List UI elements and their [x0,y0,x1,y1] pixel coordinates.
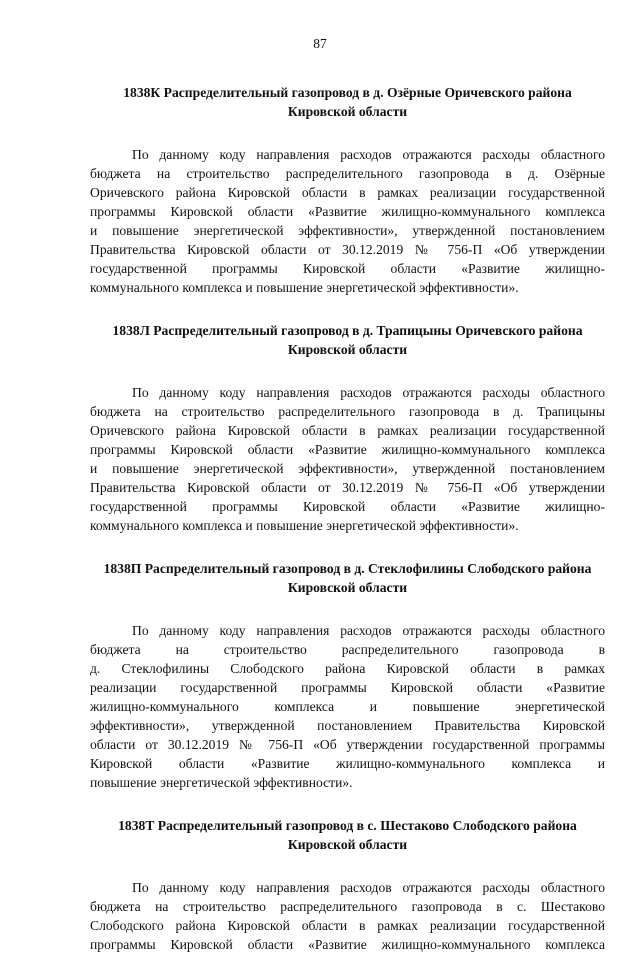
paragraph-line: Слободского района Кировской области в рамках реализации государственной [90,918,605,933]
heading-line: Кировской области [287,342,408,357]
section-heading [90,559,605,597]
paragraph-line: бюджета на строительство распределительного газопровода в с. Шестаково [90,899,605,914]
section-heading [90,83,605,121]
paragraph-line: коммунального комплекса и повышение энергетической эффективности». [90,518,519,533]
section-1838l [90,321,605,535]
section-1838p [90,559,605,792]
paragraph-line: государственной программы Кировской области «Развитие жилищно- [90,499,605,514]
paragraph-line: Правительства Кировской области от 30.12.2019 № 756-П «Об утверждении [90,480,605,495]
section-1838t [90,816,605,954]
paragraph-line: повышение энергетической эффективности». [90,775,353,790]
heading-line: 1838П Распределительный газопровод в д. Стеклофилины Слободского района [103,561,592,576]
paragraph-line: По данному коду направления расходов отражаются расходы областного [132,880,605,895]
document-body [90,83,605,954]
paragraph-line: Оричевского района Кировской области в рамках реализации государственной [90,185,605,200]
paragraph-line: области от 30.12.2019 № 756-П «Об утверждении государственной программы [90,737,605,752]
paragraph-line: программы Кировской области «Развитие жилищно-коммунального комплекса [90,204,605,219]
paragraph-line: Кировской области «Развитие жилищно-коммунального комплекса и [90,756,605,771]
section-paragraph [90,878,605,954]
paragraph-line: и повышение энергетической эффективности», утвержденной постановлением [90,223,605,238]
paragraph-line: По данному коду направления расходов отражаются расходы областного [132,623,605,638]
paragraph-line: эффективности», утвержденной постановлением Правительства Кировской [90,718,605,733]
paragraph-line: Правительства Кировской области от 30.12.2019 № 756-П «Об утверждении [90,242,605,257]
paragraph-line: По данному коду направления расходов отражаются расходы областного [132,147,605,162]
heading-line: Кировской области [287,104,408,119]
paragraph-line: реализации государственной программы Кировской области «Развитие [90,680,605,695]
section-paragraph [90,621,605,792]
paragraph-line: жилищно-коммунального комплекса и повышение энергетической [90,699,605,714]
section-1838k [90,83,605,297]
paragraph-line: государственной программы Кировской области «Развитие жилищно- [90,261,605,276]
paragraph-line: и повышение энергетической эффективности», утвержденной постановлением [90,461,605,476]
paragraph-line: коммунального комплекса и повышение энергетической эффективности». [90,280,519,295]
heading-line: 1838Т Распределительный газопровод в с. Шестаково Слободского района [118,818,577,833]
paragraph-line: программы Кировской области «Развитие жилищно-коммунального комплекса [90,442,605,457]
paragraph-line: бюджета на строительство распределительного газопровода в [90,642,605,657]
section-paragraph [90,383,605,535]
section-heading [90,321,605,359]
heading-line: 1838Л Распределительный газопровод в д. Трапицыны Оричевского района [112,323,583,338]
paragraph-line: Оричевского района Кировской области в рамках реализации государственной [90,423,605,438]
paragraph-line: По данному коду направления расходов отражаются расходы областного [132,385,605,400]
heading-line: Кировской области [287,580,408,595]
heading-line: Кировской области [287,837,408,852]
section-paragraph [90,145,605,297]
page-number: 87 [313,36,327,51]
section-heading [90,816,605,854]
paragraph-line: программы Кировской области «Развитие жилищно-коммунального комплекса [90,937,605,952]
heading-line: 1838К Распределительный газопровод в д. Озёрные Оричевского района [123,85,572,100]
paragraph-line: бюджета на строительство распределительного газопровода в д. Трапицыны [90,404,605,419]
paragraph-line: д. Стеклофилины Слободского района Кировской области в рамках [90,661,605,676]
paragraph-line: бюджета на строительство распределительного газопровода в д. Озёрные [90,166,605,181]
